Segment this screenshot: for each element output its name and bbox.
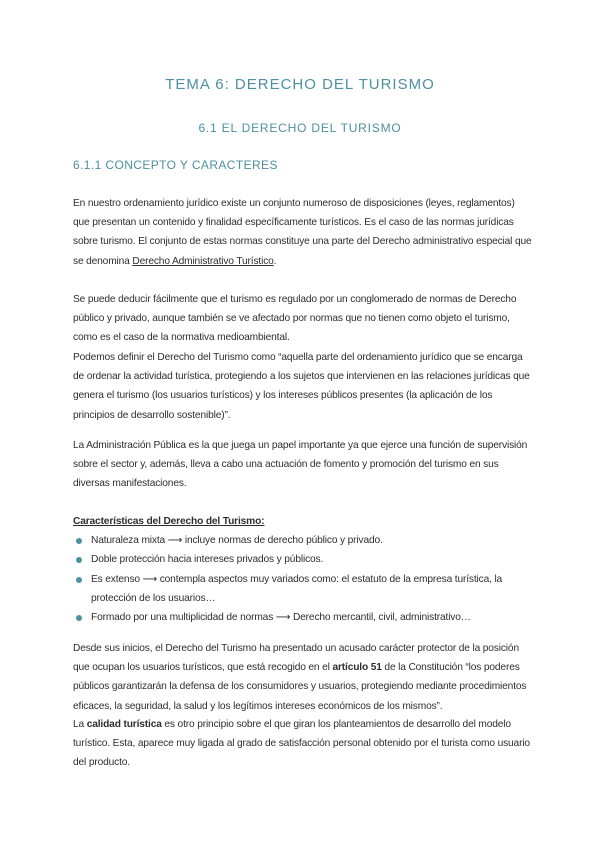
paragraph-intro-text: En nuestro ordenamiento jurídico existe un conjunto numeroso de disposiciones (leyes, reglamentos) que presentan un contenido y finalidad específicamente turísticos. Es el caso de las normas jurídicas sobre turismo. El conjunto de estas normas constituye una parte del Derecho administrativo especial que se denomina: [73, 198, 532, 267]
paragraph-definition-text: Podemos definir el Derecho del Turismo como “aquella parte del ordenamiento jurídico que se encarga de ordenar la actividad turística, protegiendo a los sujetos que intervienen en las relaciones jurídicas que genera el turismo (los usuarios turísticos) y los intereses públicos presentes (la aplicación de los principios de desarrollo sostenible)”.: [73, 352, 530, 421]
chapter-title: TEMA 6: DERECHO DEL TURISMO: [165, 76, 435, 93]
features-list: [73, 531, 533, 627]
paragraph-definition: [73, 348, 533, 425]
features-title: Características del Derecho del Turismo:: [73, 516, 265, 527]
paragraph-intro-end: .: [273, 255, 277, 267]
list-item: Doble protección hacia intereses privados y públicos.: [73, 550, 533, 569]
term-calidad-turistica: calidad turística: [86, 719, 162, 730]
paragraph-quality-text-a: La: [73, 719, 87, 730]
list-item: Es extenso ⟶ contempla aspectos muy variados como: el estatuto de la empresa turística, la protección de los usuarios…: [73, 570, 533, 608]
paragraph-intro: [73, 194, 533, 271]
list-item: Formado por una multiplicidad de normas ⟶ Derecho mercantil, civil, administrativo…: [73, 608, 533, 627]
features-section: [73, 512, 533, 627]
paragraph-regulation-text: Se puede deducir fácilmente que el turismo es regulado por un conglomerado de normas de Derecho público y privado, aunque también se ve afectado por normas que no tienen como objeto el turismo, como es el caso de la normativa medioambiental.: [73, 294, 517, 344]
paragraph-quality-text-b: es otro principio sobre el que giran los planteamientos de desarrollo del modelo turístico. Esta, aparece muy ligada al grado de satisfacción personal obtenido por el turista como usuario del producto.: [73, 719, 530, 769]
paragraph-regulation: [73, 290, 533, 348]
paragraph-protection: [73, 639, 533, 716]
paragraph-administration: [73, 436, 533, 494]
paragraph-administration-text: La Administración Pública es la que juega un papel importante ya que ejerce una función de supervisión sobre el sector y, además, lleva a cabo una actuación de fomento y promoción del turismo en sus diversas manifestaciones.: [73, 440, 528, 490]
term-articulo-51: artículo 51: [332, 662, 382, 674]
list-item: Naturaleza mixta ⟶ incluye normas de derecho público y privado.: [73, 531, 533, 550]
paragraph-protection-text-b: de la Constitución “los poderes públicos garantizarán la defensa de los consumidores y usuarios, protegiendo mediante procedimientos eficaces, la seguridad, la salud y los legítimos intereses económicos de los mismos”.: [73, 662, 527, 712]
section-title: 6.1 EL DERECHO DEL TURISMO: [198, 121, 402, 135]
paragraph-quality: [73, 715, 533, 773]
subsection-title: 6.1.1 CONCEPTO Y CARACTERES: [73, 158, 278, 172]
term-derecho-administrativo-turistico: Derecho Administrativo Turístico: [132, 255, 274, 267]
paragraph-protection-text-a: Desde sus inicios, el Derecho del Turismo ha presentado un acusado carácter protector de la posición que ocupan los usuarios turísticos, que está recogido en el: [73, 643, 519, 674]
